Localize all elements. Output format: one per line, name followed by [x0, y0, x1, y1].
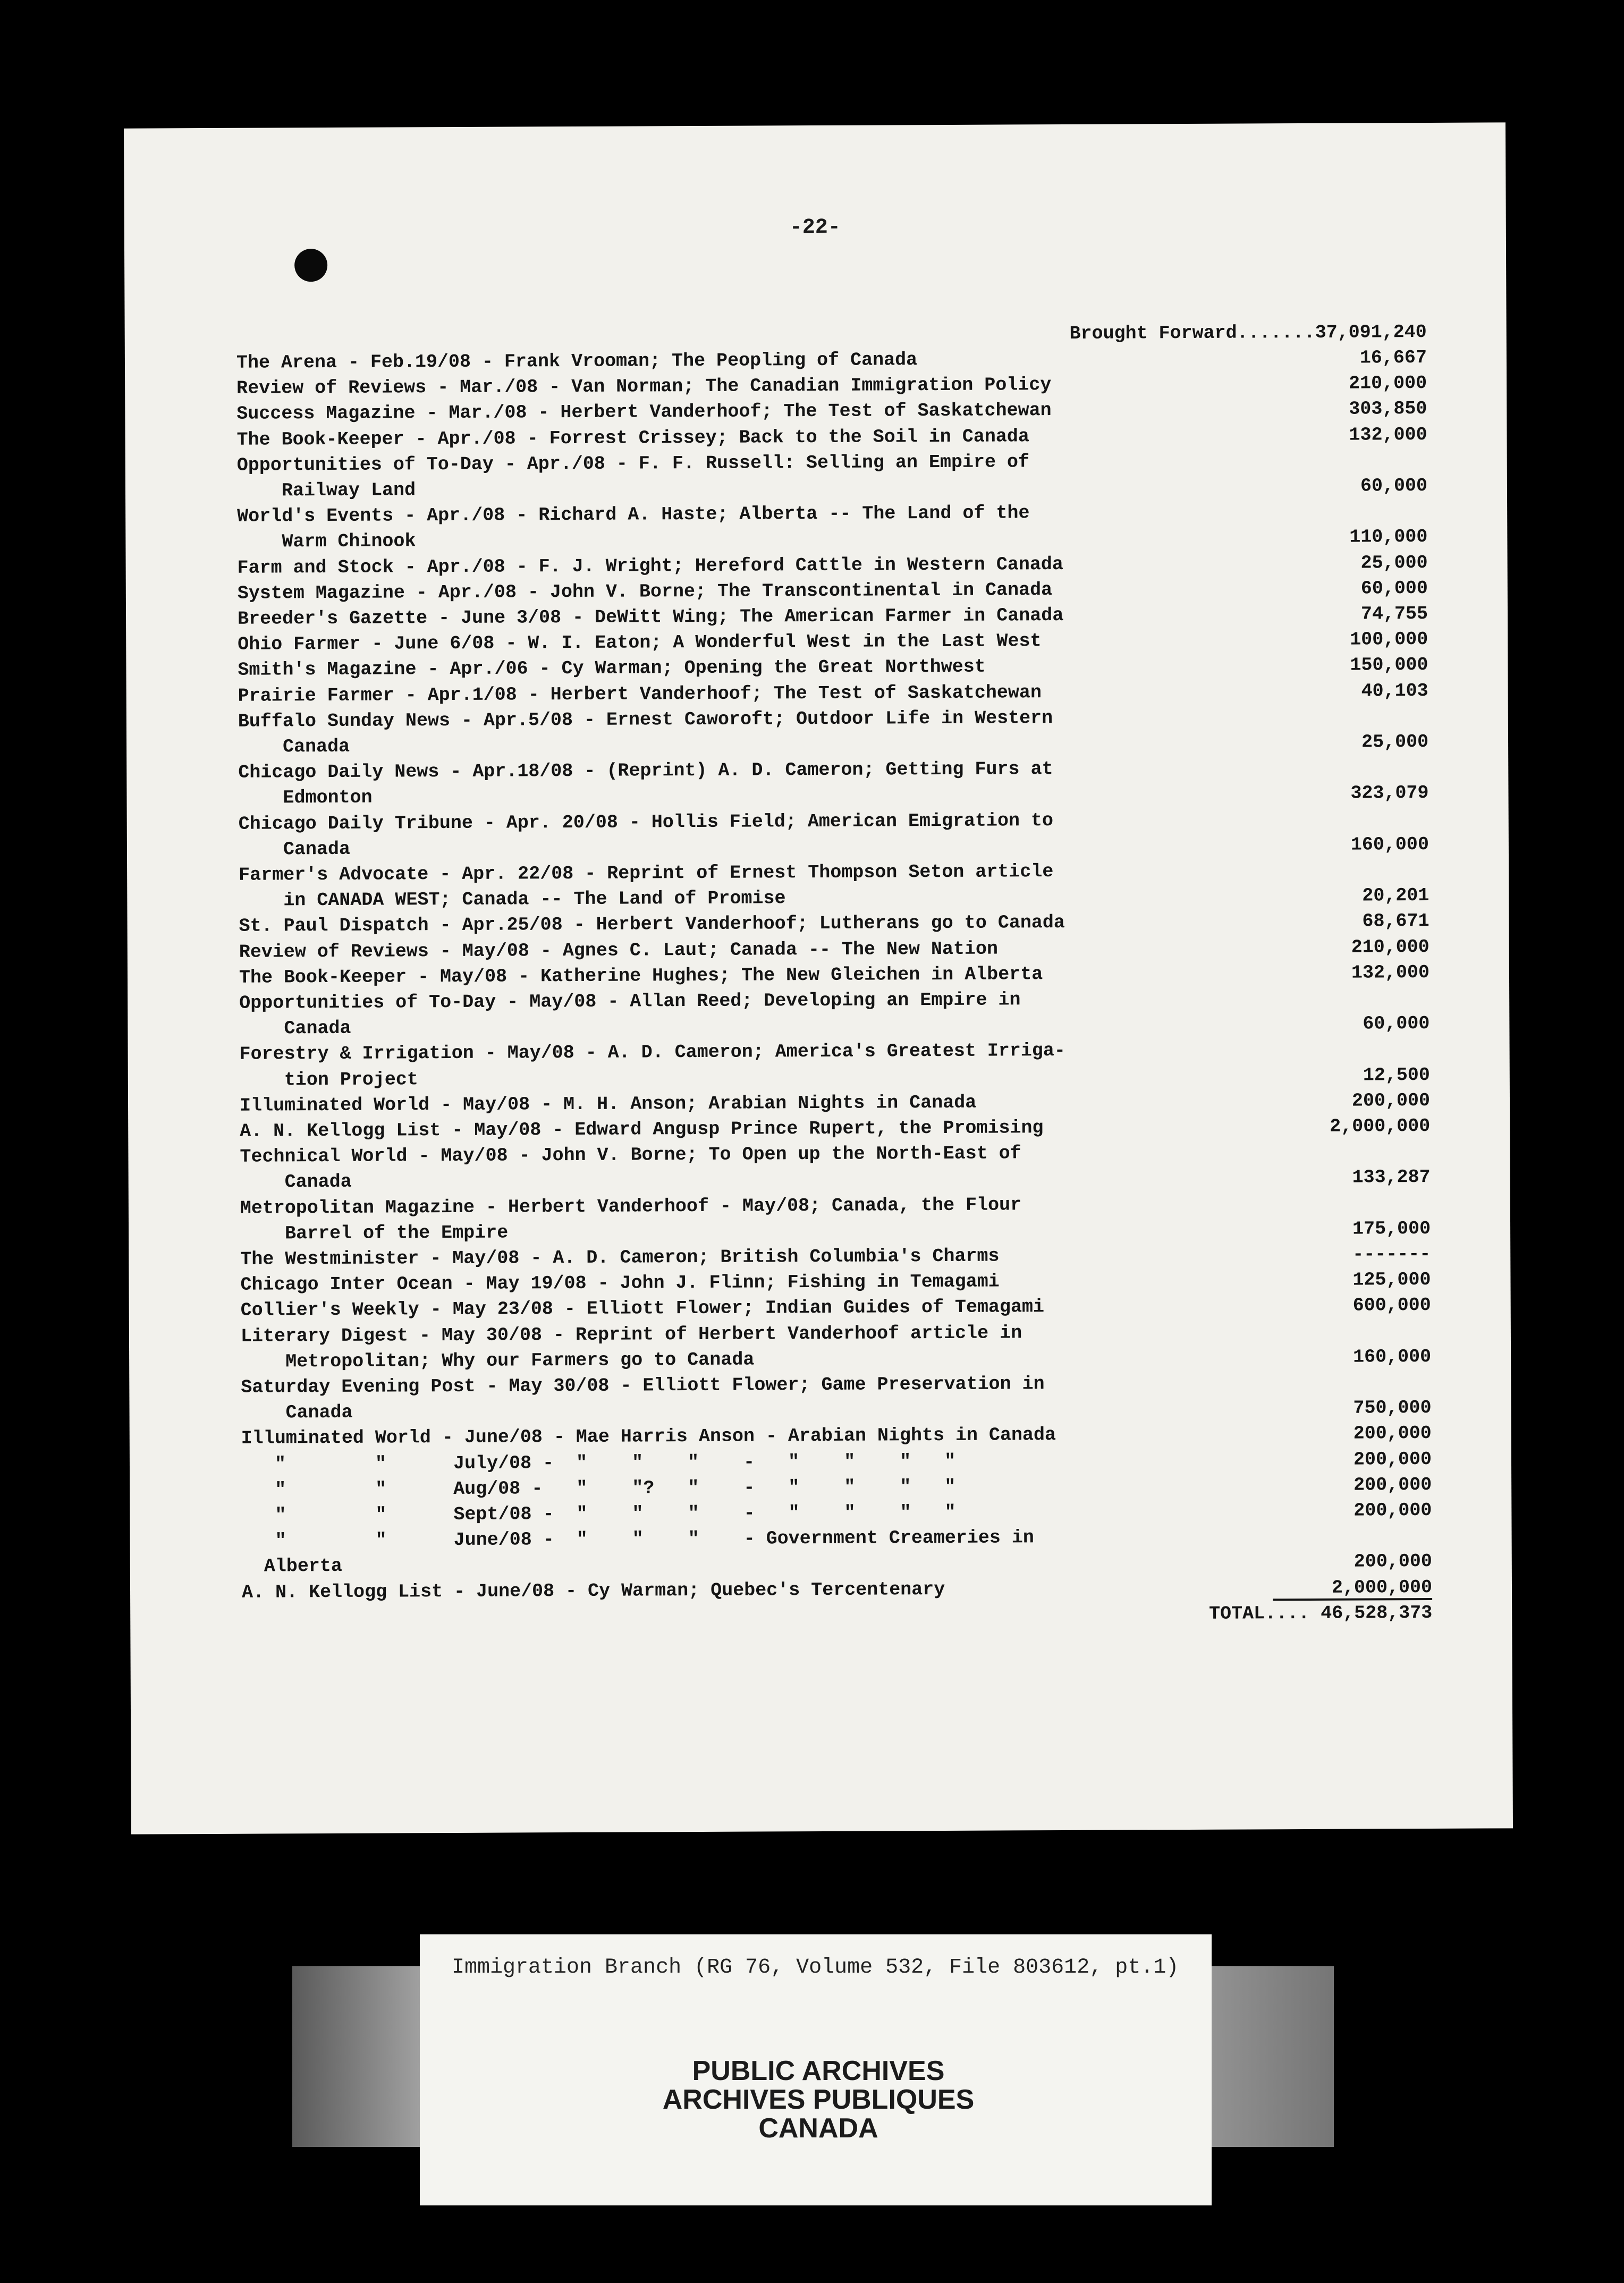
ledger-row-text: Review of Reviews - Mar./08 - Van Norman; The Canadian Immigration Policy — [236, 374, 1052, 399]
ledger-row-text: The Book-Keeper - Apr./08 - Forrest Crissey; Back to the Soil in Canada — [236, 425, 1029, 451]
ledger-row-text: The Westminister - May/08 - A. D. Cameron; British Columbia's Charms — [240, 1245, 1000, 1270]
page-number: -22- — [789, 215, 841, 240]
ledger-row-amount: 600,000 — [1352, 1295, 1431, 1317]
ledger-row-amount: 200,000 — [1354, 1551, 1432, 1573]
ledger-row-text: Barrel of the Empire — [240, 1222, 509, 1245]
ledger-row-text: tion Project — [239, 1068, 418, 1091]
ledger-row-amount: 16,667 — [1359, 346, 1427, 369]
stamp-line-3: CANADA — [758, 2113, 878, 2144]
ledger-row-text: Chicago Inter Ocean - May 19/08 - John J. Flinn; Fishing in Temagami — [240, 1271, 1000, 1296]
total-row — [1060, 1600, 1432, 1627]
ledger-row-amount: 68,671 — [1362, 910, 1430, 932]
ledger-row-text: Canada — [241, 1402, 353, 1424]
document-page — [124, 122, 1513, 1834]
ledger-row-amount: 323,079 — [1350, 782, 1429, 805]
ledger-row-text: " " June/08 - " " " - Government Creameries in — [241, 1527, 1034, 1552]
total-amount: 46,528,373 — [1321, 1602, 1433, 1624]
ledger-row-text: The Arena - Feb.19/08 - Frank Vrooman; The Peopling of Canada — [236, 349, 918, 374]
ledger-row-text: A. N. Kellogg List - June/08 - Cy Warman; Quebec's Tercentenary — [241, 1578, 945, 1603]
ledger-row-text: Chicago Daily Tribune - Apr. 20/08 - Hollis Field; American Emigration to — [238, 809, 1054, 835]
ledger-row-amount: 25,000 — [1360, 552, 1428, 574]
ledger-row-text: Canada — [238, 838, 351, 860]
ledger-row-text: Smith's Magazine - Apr./06 - Cy Warman; Opening the Great Northwest — [238, 656, 986, 681]
ledger-row-text: Technical World - May/08 - John V. Borne; To Open up the North-East of — [240, 1143, 1021, 1168]
ledger-row-amount: 210,000 — [1351, 936, 1430, 958]
ledger-row-amount: 40,103 — [1361, 680, 1428, 702]
ledger-row-amount: 60,000 — [1360, 475, 1428, 497]
ledger-row-amount: 132,000 — [1351, 961, 1430, 984]
ledger-row-text: Buffalo Sunday News - Apr.5/08 - Ernest Caworoft; Outdoor Life in Western — [238, 707, 1053, 732]
ledger-row-amount: 60,000 — [1363, 1013, 1430, 1035]
ledger-row-text: Chicago Daily News - Apr.18/08 - (Reprint) A. D. Cameron; Getting Furs at — [238, 758, 1053, 783]
ledger-row-text: Literary Digest - May 30/08 - Reprint of Herbert Vanderhoof article in — [240, 1322, 1022, 1347]
stamp-line-2: ARCHIVES PUBLIQUES — [662, 2084, 975, 2115]
ledger-row-text: " " July/08 - " " " - " " " " — [241, 1450, 956, 1475]
ledger-row-amount: 132,000 — [1349, 424, 1427, 446]
ledger-row-amount: 133,287 — [1352, 1166, 1431, 1189]
ledger-row-amount: 200,000 — [1353, 1423, 1432, 1445]
ledger-row-text: " " Sept/08 - " " " - " " " " — [241, 1501, 956, 1526]
ledger-row-amount: 25,000 — [1361, 731, 1429, 753]
ledger-row-amount: 74,755 — [1360, 603, 1428, 625]
ledger-row-amount: 12,500 — [1363, 1064, 1430, 1086]
ledger-row-text: Metropolitan; Why our Farmers go to Canada — [241, 1349, 755, 1373]
ledger-row-amount: 100,000 — [1350, 629, 1428, 650]
ledger-row-text: Alberta — [241, 1555, 342, 1578]
ledger-row-text: Illuminated World - May/08 - M. H. Anson; Arabian Nights in Canada — [239, 1092, 977, 1117]
ledger-row-text: Farmer's Advocate - Apr. 22/08 - Reprint of Ernest Thompson Seton article — [239, 861, 1054, 886]
ledger-row-text: Canada — [238, 735, 350, 758]
ledger-row-text: Opportunities of To-Day - May/08 - Allan Reed; Developing an Empire in — [239, 989, 1021, 1014]
brought-forward-label: Brought Forward....... — [1069, 322, 1315, 344]
ledger-row-text: System Magazine - Apr./08 - John V. Borne; The Transcontinental in Canada — [237, 579, 1053, 604]
ledger-row-text: Review of Reviews - May/08 - Agnes C. Laut; Canada -- The New Nation — [239, 938, 999, 963]
ledger-row-text: Prairie Farmer - Apr.1/08 - Herbert Vanderhoof; The Test of Saskatchewan — [238, 681, 1042, 707]
ledger-row-amount: 2,000,000 — [1331, 1576, 1433, 1599]
ledger-row-amount: 210,000 — [1349, 373, 1427, 394]
ledger-row-text: in CANADA WEST; Canada -- The Land of Promise — [239, 887, 786, 911]
archive-caption: Immigration Branch (RG 76, Volume 532, File 803612, pt.1) — [452, 1956, 1179, 1980]
total-label: TOTAL.... — [1209, 1602, 1321, 1625]
ledger-row-amount: 160,000 — [1350, 833, 1429, 856]
ledger-row-text: The Book-Keeper - May/08 - Katherine Hughes; The New Gleichen in Alberta — [239, 963, 1043, 988]
ledger-row-text: Success Magazine - Mar./08 - Herbert Vanderhoof; The Test of Saskatchewan — [236, 400, 1052, 425]
ledger-row-text: Ohio Farmer - June 6/08 - W. I. Eaton; A Wonderful West in the Last West — [238, 630, 1042, 655]
ledger-row-text: Saturday Evening Post - May 30/08 - Elliott Flower; Game Preservation in — [241, 1373, 1045, 1398]
ledger-row-amount: 200,000 — [1353, 1448, 1432, 1470]
archive-stamp — [616, 2057, 1020, 2143]
ledger-row-amount: 160,000 — [1352, 1346, 1432, 1368]
ledger-row-text: Farm and Stock - Apr./08 - F. J. Wright; Hereford Cattle in Western Canada — [237, 553, 1063, 579]
brought-forward-amount: 37,091,240 — [1315, 321, 1427, 343]
ledger-row-text: Forestry & Irrigation - May/08 - A. D. Cameron; America's Greatest Irriga- — [239, 1040, 1065, 1066]
ledger-row-amount: ------- — [1352, 1243, 1431, 1265]
ledger-row-text: Opportunities of To-Day - Apr./08 - F. F. Russell: Selling an Empire of — [236, 451, 1030, 476]
ledger — [124, 122, 1505, 1625]
ledger-row-amount: 175,000 — [1352, 1217, 1431, 1240]
brought-forward — [949, 319, 1427, 347]
ledger-row-amount: 2,000,000 — [1330, 1115, 1431, 1137]
ledger-row-amount: 200,000 — [1351, 1089, 1431, 1112]
ledger-row-text: Illuminated World - June/08 - Mae Harris Anson - Arabian Nights in Canada — [241, 1424, 1056, 1450]
ledger-row-amount: 200,000 — [1354, 1474, 1432, 1496]
ledger-row-text: Collier's Weekly - May 23/08 - Elliott Flower; Indian Guides of Temagami — [240, 1296, 1045, 1322]
ledger-row-text: Edmonton — [238, 787, 373, 809]
ledger-row-text: Canada — [239, 1018, 351, 1039]
ledger-row-text: A. N. Kellogg List - May/08 - Edward Angusp Prince Rupert, the Promising — [240, 1117, 1044, 1142]
ledger-row-amount: 150,000 — [1350, 654, 1428, 677]
punch-hole — [294, 249, 327, 282]
stamp-line-1: PUBLIC ARCHIVES — [692, 2056, 945, 2086]
ledger-row-text: Canada — [240, 1171, 352, 1194]
ledger-row-amount: 110,000 — [1349, 526, 1428, 548]
ledger-row-amount: 125,000 — [1352, 1269, 1431, 1291]
ledger-row-text: Breeder's Gazette - June 3/08 - DeWitt Wing; The American Farmer in Canada — [237, 604, 1064, 630]
ledger-row-text: St. Paul Dispatch - Apr.25/08 - Herbert Vanderhoof; Lutherans go to Canada — [239, 912, 1065, 937]
ledger-row-amount: 750,000 — [1353, 1397, 1432, 1419]
ledger-row-text: Railway Land — [236, 479, 416, 502]
ledger-row-amount: 60,000 — [1360, 577, 1428, 599]
ledger-row-text: Warm Chinook — [237, 530, 416, 553]
ledger-row-amount: 303,850 — [1349, 398, 1427, 420]
ledger-row-text: World's Events - Apr./08 - Richard A. Haste; Alberta -- The Land of the — [237, 502, 1030, 527]
ledger-row-text: Metropolitan Magazine - Herbert Vanderhoof - May/08; Canada, the Flour — [240, 1194, 1022, 1219]
ledger-row-amount: 200,000 — [1354, 1499, 1432, 1521]
ledger-row-amount: 20,201 — [1362, 885, 1430, 907]
ledger-row-text: " " Aug/08 - " "? " - " " " " — [241, 1476, 956, 1501]
